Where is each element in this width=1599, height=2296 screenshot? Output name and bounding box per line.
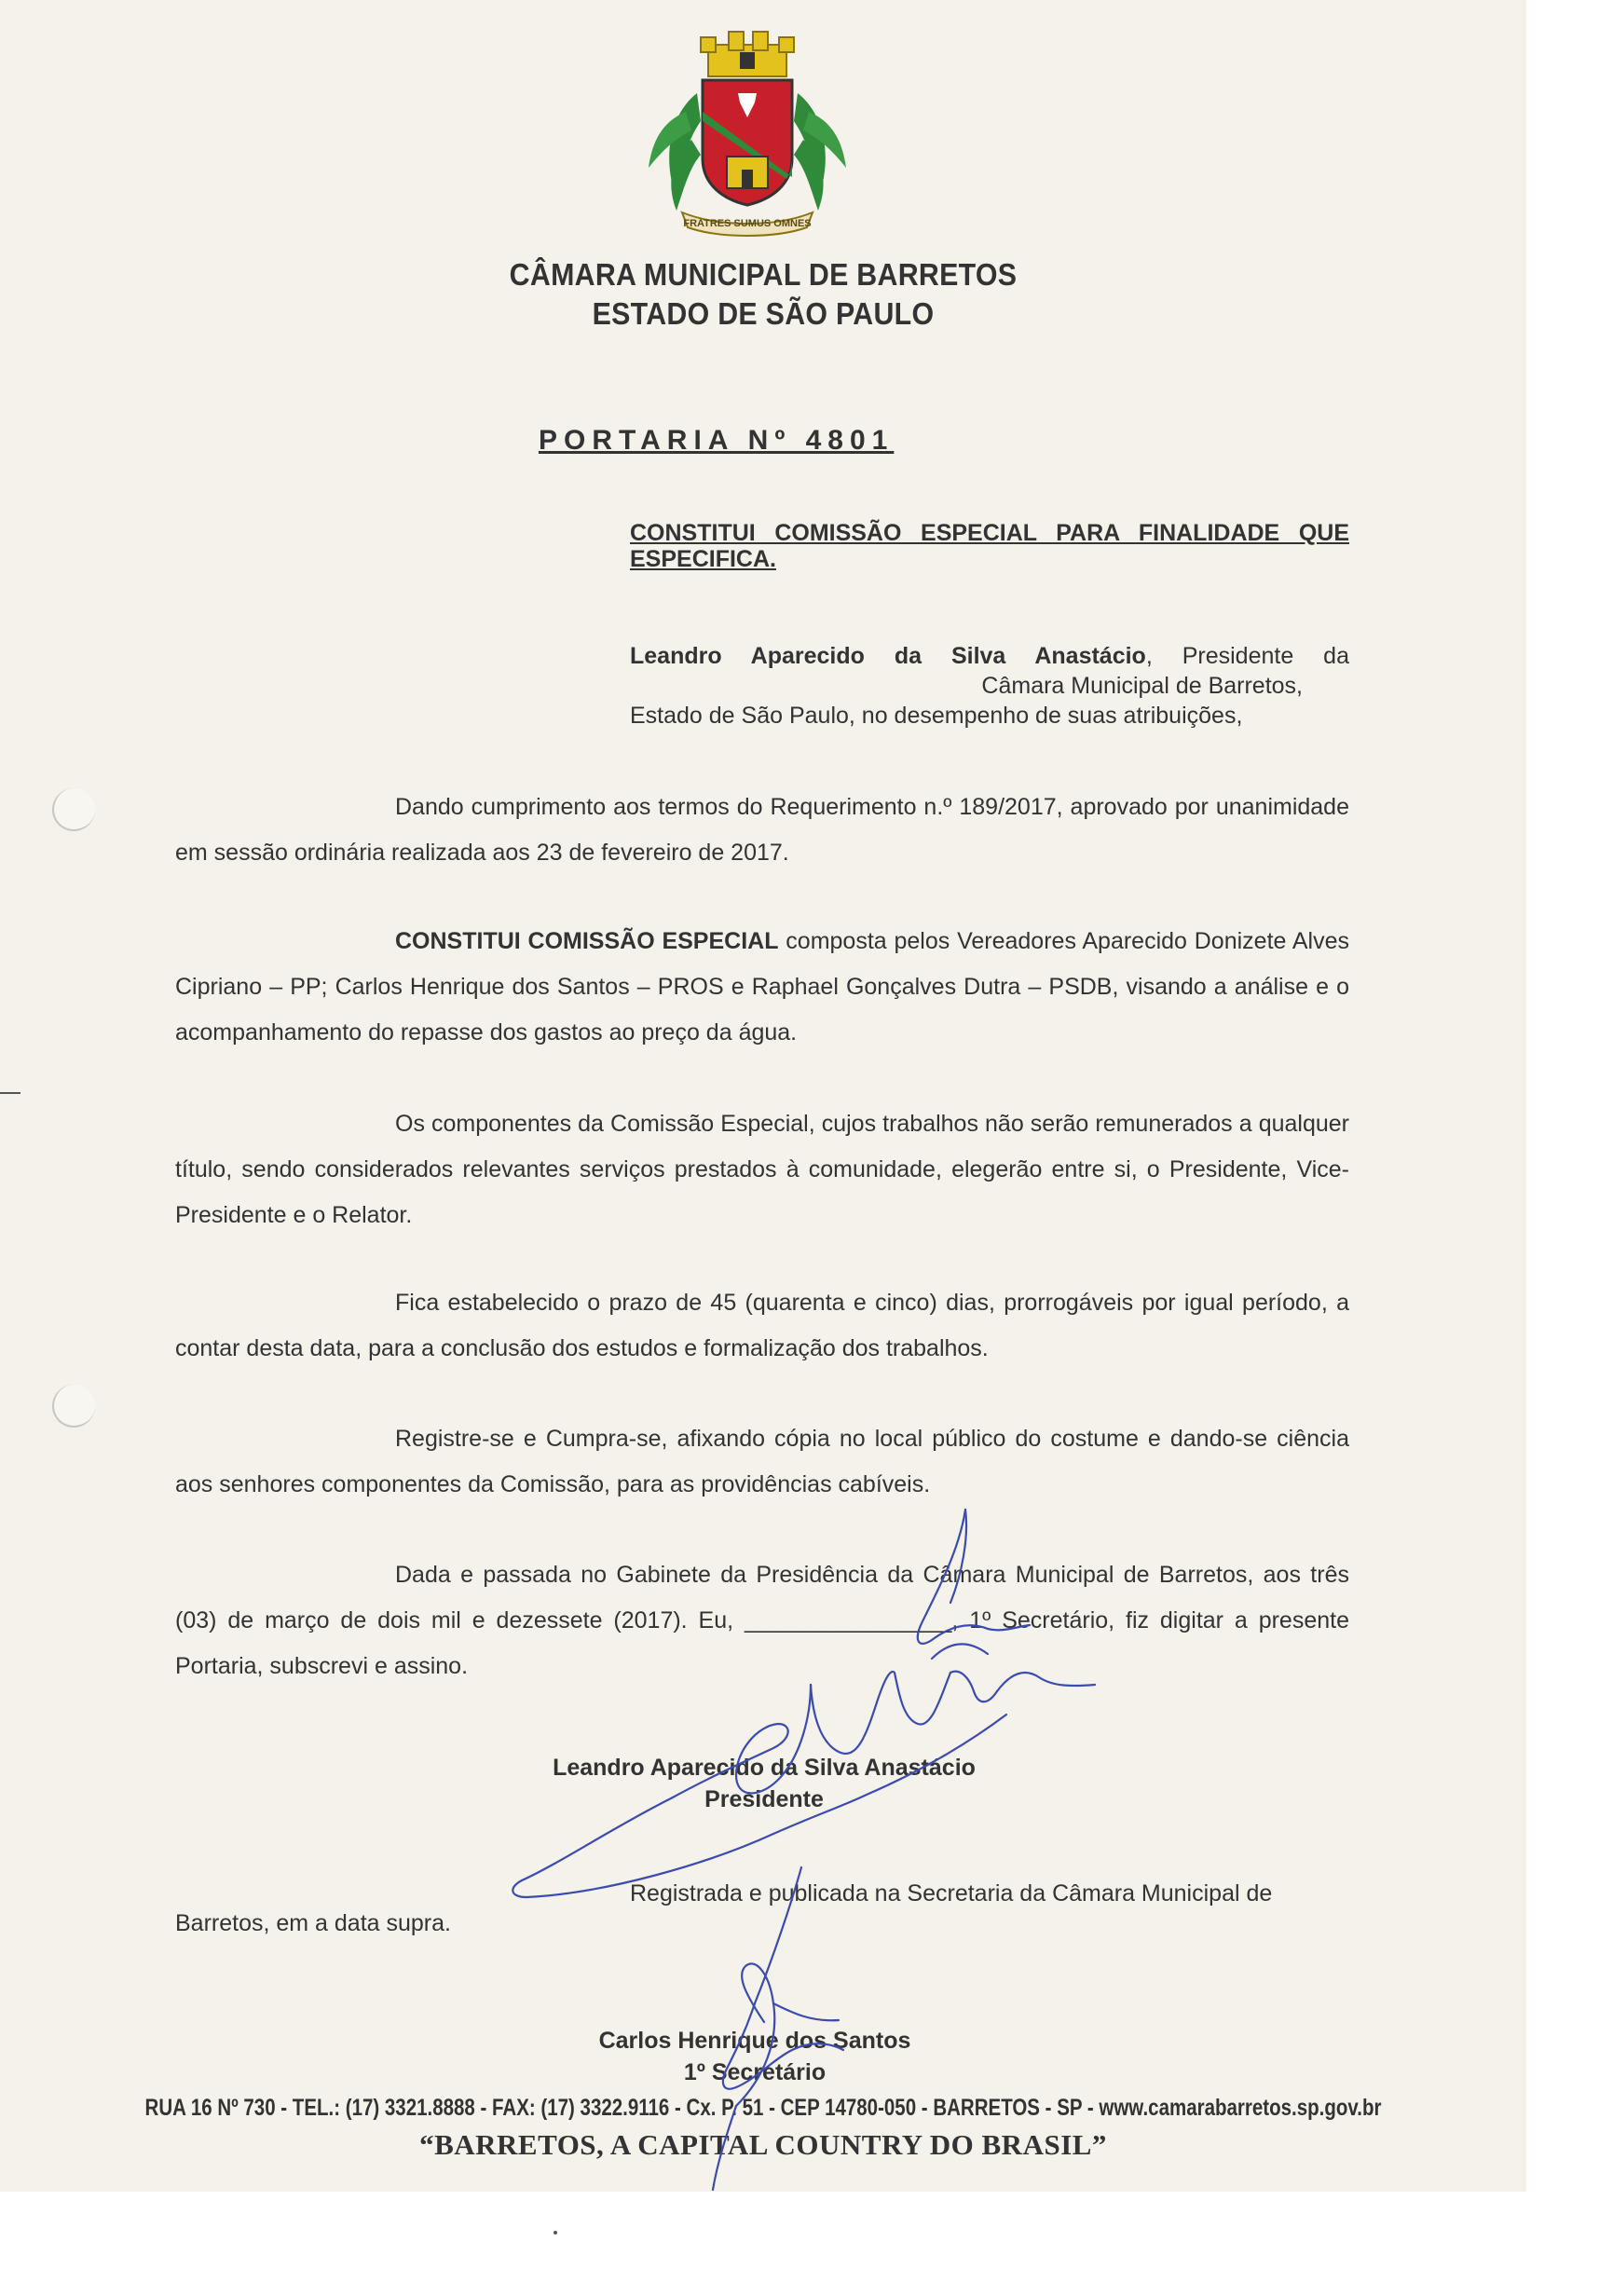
preamble <box>630 641 1349 731</box>
footer-address: RUA 16 Nº 730 - TEL.: (17) 3321.8888 - FAX: (17) 3322.9116 - Cx. P. 51 - CEP 14780-050 - BARRETOS - SP - www.camarabarretos.sp.gov.br <box>144 2095 1382 2121</box>
scan-dot <box>554 2231 557 2234</box>
crest-motto: FRATRES SUMUS OMNES <box>683 218 812 229</box>
margin-mark <box>0 1092 20 1094</box>
preamble-line-2: Câmara Municipal de Barretos, <box>981 673 1303 699</box>
punch-hole-mark <box>52 1385 95 1428</box>
preamble-line-1 <box>630 641 1349 671</box>
paragraph-6: Dada e passada no Gabinete da Presidência da Câmara Municipal de Barretos, aos três (03) de março de dois mil e dezessete (2017). Eu, ________________, 1º Secretário, fiz digitar a presente Portaria, subscrevi e assino. <box>175 1562 1349 1679</box>
chamber-name: CÂMARA MUNICIPAL DE BARRETOS <box>509 257 1018 292</box>
paragraph-4: Fica estabelecido o prazo de 45 (quarenta e cinco) dias, prorrogáveis por igual período, a contar desta data, para a conclusão dos estudos e formalização dos trabalhos. <box>175 1290 1349 1361</box>
ementa: CONSTITUI COMISSÃO ESPECIAL PARA FINALIDADE QUE ESPECIFICA. <box>630 520 1349 572</box>
scan-margin-right <box>1526 0 1599 2296</box>
scan-margin-bottom <box>0 2192 1526 2296</box>
document-title: PORTARIA Nº 4801 <box>539 425 895 456</box>
paragraph-2 <box>175 919 1349 1056</box>
registration-line-1: Registrada e publicada na Secretaria da Câmara Municipal de <box>630 1880 1273 1906</box>
state-name: ESTADO DE SÃO PAULO <box>592 296 935 331</box>
preamble-line-3: Estado de São Paulo, no desempenho de suas atribuições, <box>630 703 1243 729</box>
coat-of-arms-icon <box>636 28 859 242</box>
signatory-1-role: Presidente <box>704 1786 824 1812</box>
footer-slogan: “BARRETOS, A CAPITAL COUNTRY DO BRASIL” <box>419 2128 1107 2161</box>
paragraph-1: Dando cumprimento aos termos do Requerimento n.º 189/2017, aprovado por unanimidade em sessão ordinária realizada aos 23 de fevereiro de 2017. <box>175 794 1349 866</box>
registration-line-2: Barretos, em a data supra. <box>175 1910 451 1936</box>
signatory-2-name: Carlos Henrique dos Santos <box>598 2028 911 2054</box>
paragraph-5: Registre-se e Cumpra-se, afixando cópia no local público do costume e dando-se ciência aos senhores componentes da Comissão, para as providências cabíveis. <box>175 1426 1349 1497</box>
paragraph-2-bold: CONSTITUI COMISSÃO ESPECIAL <box>395 928 779 954</box>
preamble-line-1-rest: , Presidente da <box>1145 643 1349 669</box>
punch-hole-mark <box>52 788 95 831</box>
paragraph-2-rest: composta pelos Vereadores Aparecido Donizete Alves Cipriano – PP; Carlos Henrique dos Santos – PROS e Raphael Gonçalves Dutra – PSDB, visando a análise e o acompanhamento do repasse dos gastos ao preço da água. <box>175 928 1349 1046</box>
signatory-2-role: 1º Secretário <box>683 2059 827 2085</box>
signatory-1-name: Leandro Aparecido da Silva Anastácio <box>553 1755 976 1781</box>
paragraph-3: Os componentes da Comissão Especial, cujos trabalhos não serão remunerados a qualquer título, sendo considerados relevantes serviços prestados à comunidade, elegerão entre si, o Presidente, Vice-Presidente e o Relator. <box>175 1111 1349 1228</box>
president-name: Leandro Aparecido da Silva Anastácio <box>630 643 1146 669</box>
